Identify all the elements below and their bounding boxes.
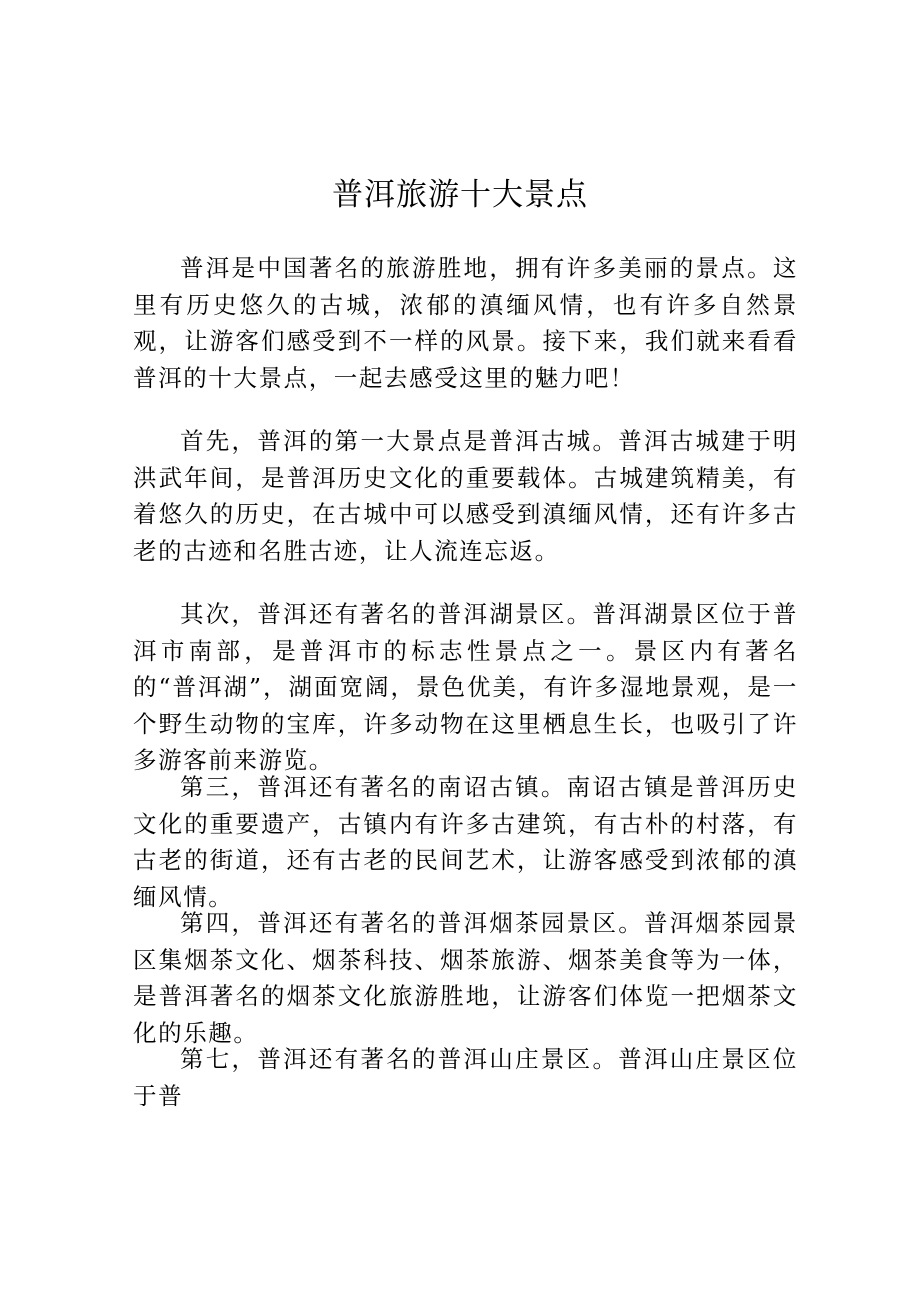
paragraph-intro: 普洱是中国著名的旅游胜地，拥有许多美丽的景点。这里有历史悠久的古城，浓郁的滇缅风情，也有许多自然景观，让游客们感受到不一样的风景。接下来，我们就来看看普洱的十大景点，一起去感受这里的魅力吧！ [133,254,798,392]
paragraph-second-attraction: 其次，普洱还有著名的普洱湖景区。普洱湖景区位于普洱市南部，是普洱市的标志性景点之一。景区内有著名的“普洱湖”，湖面宽阔，景色优美，有许多湿地景观，是一个野生动物的宝库，许多动物在这里栖息生长，也吸引了许多游客前来游览。 [133,600,798,774]
paragraph-seventh-attraction: 第七，普洱还有著名的普洱山庄景区。普洱山庄景区位于普 [133,1045,798,1110]
page-title: 普洱旅游十大景点 [332,177,588,213]
paragraph-third-attraction: 第三，普洱还有著名的南诏古镇。南诏古镇是普洱历史文化的重要遗产，古镇内有许多古建筑，有古朴的村落，有古老的街道，还有古老的民间艺术，让游客感受到浓郁的滇缅风情。 [133,773,798,911]
paragraph-fourth-attraction: 第四，普洱还有著名的普洱烟茶园景区。普洱烟茶园景区集烟茶文化、烟茶科技、烟茶旅游、烟茶美食等为一体，是普洱著名的烟茶文化旅游胜地，让游客们体览一把烟茶文化的乐趣。 [133,909,798,1047]
paragraph-first-attraction: 首先，普洱的第一大景点是普洱古城。普洱古城建于明洪武年间，是普洱历史文化的重要载体。古城建筑精美，有着悠久的历史，在古城中可以感受到滇缅风情，还有许多古老的古迹和名胜古迹，让人流连忘返。 [133,427,798,565]
